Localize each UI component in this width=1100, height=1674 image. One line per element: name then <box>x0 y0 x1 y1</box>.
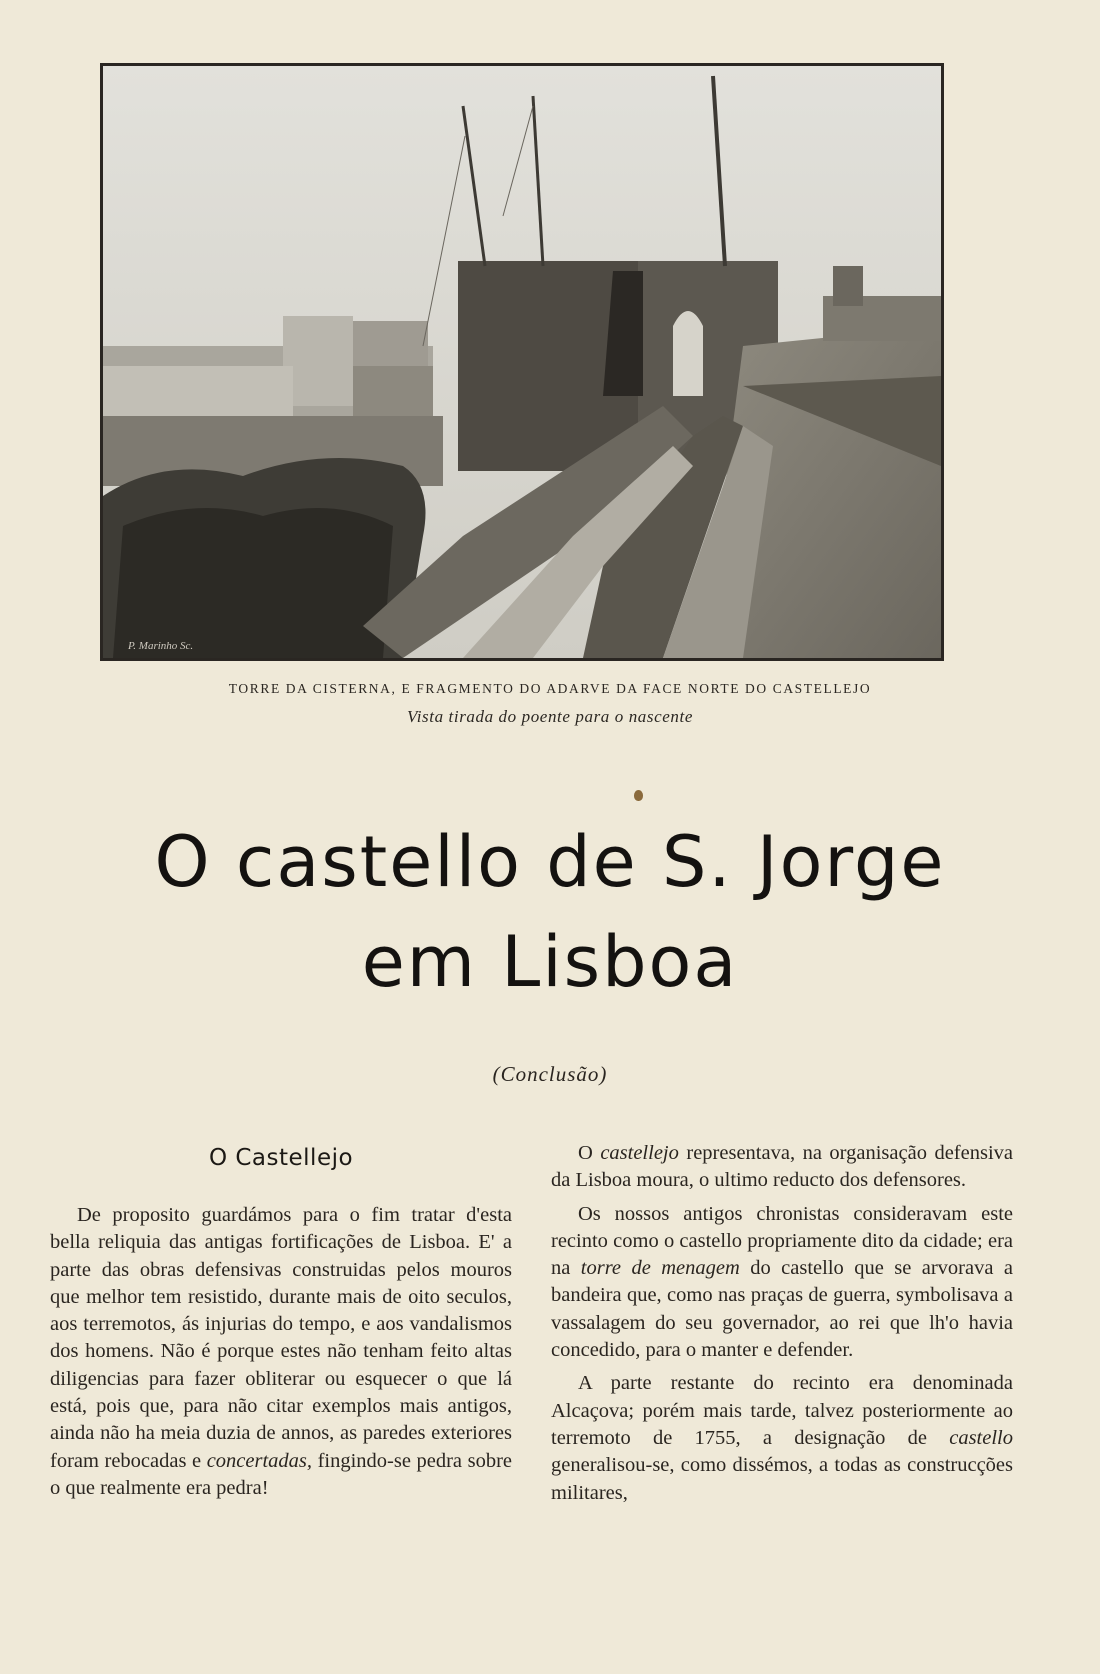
left-p1-text: De proposito guardámos para o fim tratar d'esta bella reliquia das antigas fortificações de Lisboa. E' a parte das obras defensivas construidas pelos mouros que melhor tem resistido, durante mais de oito seculos, aos terremotos, ás injurias do tempo, e aos vandalismos dos homens. Não é porque estes não tenham feito altas diligencias para fazer obliterar ou esquecer o que lá está, pois que, para não citar exemplos mais antigos, ainda não ha meia duzia de annos, as paredes exteriores foram rebocadas e <box>50 1204 512 1472</box>
right-p3-end: generalisou-se, como dissémos, a todas as construcções militares, <box>551 1454 1013 1504</box>
article-title <box>0 812 1100 1012</box>
article-subtitle: (Conclusão) <box>492 1062 608 1086</box>
article-title-line1: O castello de S. Jorge <box>154 821 946 903</box>
left-column <box>50 1202 512 1502</box>
photo-caption-subtitle: Vista tirada do poente para o nascente <box>407 707 693 726</box>
left-paragraph-1 <box>50 1202 512 1502</box>
section-heading: O Castellejo <box>208 1145 354 1171</box>
right-paragraph-1 <box>551 1140 1013 1195</box>
right-p3-emphasis: castello <box>949 1426 1013 1449</box>
right-p2-emphasis: torre de menagem <box>580 1257 740 1280</box>
left-p1-emphasis: concertadas, <box>206 1449 313 1472</box>
right-p3-start: A parte restante do recinto era denominada Alcaçova; porém mais tarde, talvez posteriormente ao terremoto de 1755, a designação de <box>551 1372 1013 1449</box>
right-p2-start: Os nossos antigos chronistas consideravam este recinto como o castello propriamente dito da cidade; era na <box>551 1202 1013 1280</box>
right-p1-emphasis: castellejo <box>600 1142 679 1164</box>
right-p2-end: do castello que se arvorava a bandeira que, como nas praças de guerra, symbolisava a vassalagem do seu governador, ao rei que lh'o havia concedido, para o manter e defender. <box>551 1257 1013 1362</box>
left-p1-end: fingindo-se pedra sobre o que realmente era pedra! <box>50 1449 512 1499</box>
article-title-line2: em Lisboa <box>361 921 739 1003</box>
right-p1-end: representava, na organisação defensiva da Lisboa moura, o ultimo reducto dos defensores. <box>551 1142 1013 1192</box>
ornament-dot <box>634 790 643 801</box>
photo-signature: P. Marinho Sc. <box>128 640 194 652</box>
right-paragraph-3 <box>551 1370 1013 1506</box>
photo-illustration <box>103 66 941 658</box>
right-p1-start: O <box>578 1142 601 1164</box>
right-paragraph-2 <box>551 1201 1013 1365</box>
right-column <box>551 1140 1013 1507</box>
photo-caption-title: TORRE DA CISTERNA, E FRAGMENTO DO ADARVE DA FACE NORTE DO CASTELLEJO <box>228 681 872 696</box>
castle-photograph <box>100 63 944 661</box>
